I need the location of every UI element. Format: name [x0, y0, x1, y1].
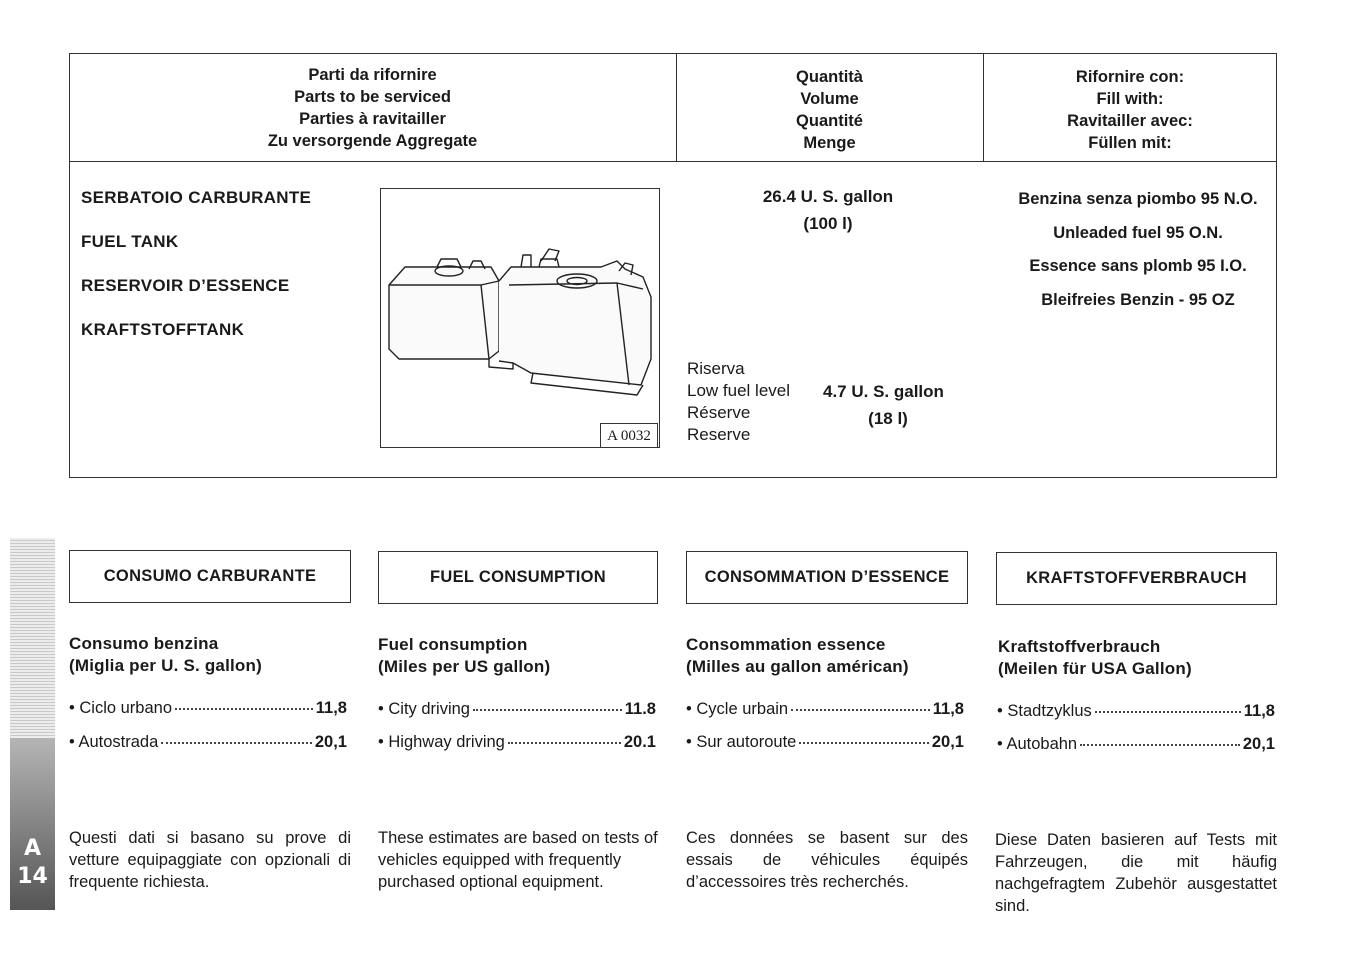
tank-capacity-liters: (100 l): [803, 214, 853, 233]
section-note-it: Questi dati si basano su prove di vetture equipaggiate con opzionali di frequente richiesta.: [69, 829, 351, 891]
row-label: Stadtzyklus: [1007, 702, 1092, 720]
fuel-type-fr: Essence sans plomb 95 I.O.: [1029, 257, 1247, 275]
header-parts: [69, 64, 676, 152]
fuel-type-it: Benzina senza piombo 95 N.O.: [1018, 190, 1258, 208]
section-box-en: FUEL CONSUMPTION: [378, 551, 658, 604]
row-value: 11,8: [932, 700, 964, 718]
reserve-label-en: Low fuel level: [687, 381, 791, 400]
header-fill-de: Füllen mit:: [1088, 134, 1172, 152]
parts-list: [81, 188, 311, 364]
consumption-row-urban: • Ciclo urbano 11,8: [69, 699, 347, 717]
row-value: 11.8: [624, 700, 656, 718]
section-note-de: Diese Daten basieren auf Tests mit Fahrzeugen, die mit häufig nachgefragtem Zubehör ausgestattet sind.: [995, 831, 1277, 915]
reserve-label-it: Riserva: [687, 359, 745, 378]
header-quantity-it: Quantità: [796, 68, 863, 86]
fuel-type-de: Bleifreies Benzin - 95 OZ: [1041, 290, 1235, 309]
row-value: 20,1: [1242, 735, 1275, 753]
consumption-row-highway: • Autobahn 20,1: [997, 735, 1275, 753]
section-box-de: KRAFTSTOFFVERBRAUCH: [996, 552, 1277, 605]
header-fill-fr: Ravitailler avec:: [1067, 112, 1193, 130]
fuel-tank-icon: [381, 189, 659, 447]
header-quantity: [676, 66, 983, 154]
section-heading-it: [69, 633, 262, 677]
fuel-type-list: [990, 188, 1286, 322]
section-heading-fr: [686, 634, 909, 678]
page-number: 14: [17, 864, 48, 889]
page-section-tab: [10, 538, 55, 910]
row-label: Highway driving: [388, 733, 505, 751]
table-header-divider: [69, 161, 1277, 162]
reserve-capacity-liters: (18 l): [868, 409, 908, 428]
fuel-tank-illustration: [380, 188, 660, 448]
reserve-labels: [687, 358, 790, 446]
section-heading-de: [998, 636, 1192, 680]
header-fill-en: Fill with:: [1096, 90, 1164, 108]
row-value: 20.1: [623, 733, 656, 751]
reserve-capacity-gallons: 4.7 U. S. gallon: [823, 382, 944, 401]
part-name-it: SERBATOIO CARBURANTE: [81, 188, 312, 207]
section-heading-line2: (Miles per US gallon): [378, 657, 551, 676]
section-heading-line2: (Milles au gallon américan): [686, 657, 909, 676]
reserve-label-fr: Réserve: [687, 403, 751, 422]
header-parts-en: Parts to be serviced: [294, 88, 451, 106]
consumption-row-highway: • Sur autoroute 20,1: [686, 733, 964, 751]
row-label: Ciclo urbano: [79, 699, 173, 717]
row-value: 11,8: [315, 699, 347, 717]
header-quantity-fr: Quantité: [796, 112, 863, 130]
row-value: 20,1: [931, 733, 964, 751]
header-fill-it: Rifornire con:: [1075, 68, 1185, 86]
consumption-row-urban: • Cycle urbain 11,8: [686, 700, 964, 718]
part-name-en: FUEL TANK: [81, 232, 179, 251]
row-label: Autostrada: [78, 733, 159, 751]
section-heading-en: [378, 634, 550, 678]
section-heading-line1: Consumo benzina: [69, 634, 219, 653]
row-label: Sur autoroute: [696, 733, 797, 751]
section-heading-line2: (Miglia per U. S. gallon): [69, 656, 262, 675]
figure-label: A 0032: [600, 423, 658, 448]
section-heading-line1: Kraftstoffverbrauch: [998, 637, 1161, 656]
row-label: Autobahn: [1006, 735, 1078, 753]
header-parts-it: Parti da rifornire: [308, 66, 437, 84]
section-heading-line1: Fuel consumption: [378, 635, 528, 654]
consumption-row-urban: • City driving 11.8: [378, 700, 656, 718]
row-label: City driving: [388, 700, 470, 718]
consumption-row-urban: • Stadtzyklus 11,8: [997, 702, 1275, 720]
reserve-label-de: Reserve: [687, 425, 751, 444]
section-box-it: CONSUMO CARBURANTE: [69, 550, 351, 603]
header-parts-de: Zu versorgende Aggregate: [267, 132, 478, 150]
row-label: Cycle urbain: [696, 700, 789, 718]
header-quantity-de: Menge: [803, 134, 856, 152]
row-value: 20,1: [314, 733, 347, 751]
section-note-en: These estimates are based on tests of vehicles equipped with frequently purchased optional equipment.: [378, 829, 658, 891]
section-box-fr: CONSOMMATION D’ESSENCE: [686, 551, 968, 604]
section-note-fr: Ces données se basent sur des essais de véhicules équipés d’accessoires très recherchés.: [686, 829, 968, 891]
part-name-de: KRAFTSTOFFTANK: [81, 320, 245, 339]
header-quantity-en: Volume: [800, 90, 859, 108]
row-value: 11,8: [1243, 702, 1275, 720]
header-parts-fr: Parties à ravitailler: [299, 110, 446, 128]
section-heading-line2: (Meilen für USA Gallon): [998, 659, 1192, 678]
section-letter: A: [23, 836, 42, 861]
fuel-type-en: Unleaded fuel 95 O.N.: [1053, 223, 1223, 242]
part-name-fr: RESERVOIR D’ESSENCE: [81, 276, 290, 295]
header-fill-with: [983, 66, 1277, 154]
consumption-row-highway: • Highway driving 20.1: [378, 733, 656, 751]
section-heading-line1: Consommation essence: [686, 635, 886, 654]
tank-capacity-gallons: 26.4 U. S. gallon: [762, 187, 894, 206]
consumption-row-highway: • Autostrada 20,1: [69, 733, 347, 751]
